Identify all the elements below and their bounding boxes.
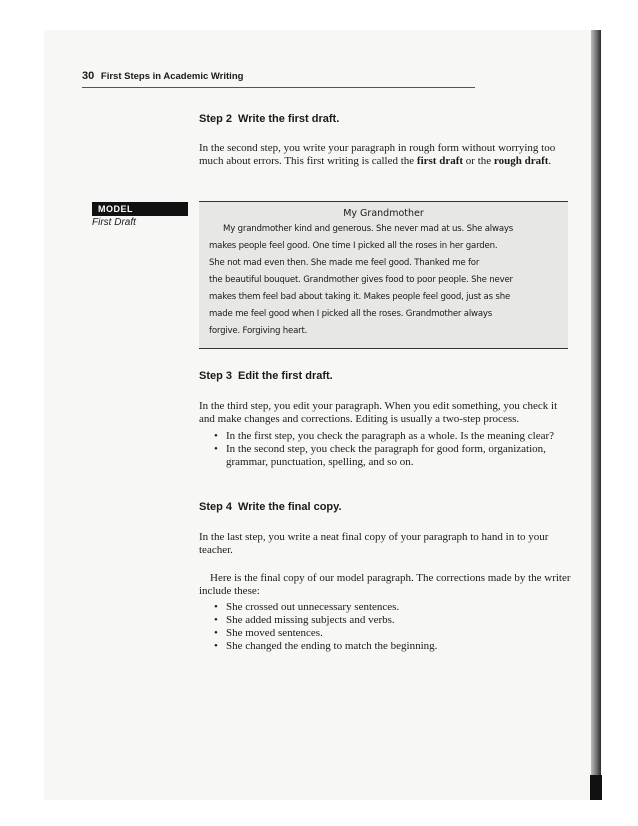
list-item bbox=[210, 627, 575, 640]
draft-line: makes people feel good. One time I picked all the roses in her garden. bbox=[209, 241, 498, 251]
list-item-text: She crossed out unnecessary sentences. bbox=[226, 601, 400, 613]
list-item bbox=[210, 430, 575, 443]
page-edge-shadow bbox=[591, 30, 601, 800]
step2-text-mid: or the bbox=[463, 155, 494, 167]
draft-line: the beautiful bouquet. Grandmother gives food to poor people. She never bbox=[209, 275, 513, 285]
step3-label: Step 3 bbox=[199, 370, 233, 382]
step3-bullet-list bbox=[210, 430, 575, 469]
step2-title: Write the first draft. bbox=[238, 113, 340, 125]
step4-bullet-list bbox=[210, 601, 575, 653]
bullet-icon: • bbox=[214, 627, 218, 639]
term-first-draft: first draft bbox=[416, 155, 464, 167]
list-item-text: She moved sentences. bbox=[226, 627, 323, 639]
model-subtitle: First Draft bbox=[92, 217, 136, 228]
draft-line: made me feel good when I picked all the roses. Grandmother always bbox=[209, 309, 493, 319]
term-rough-draft: rough draft bbox=[493, 155, 549, 167]
step2-heading bbox=[199, 113, 339, 125]
step4-label: Step 4 bbox=[199, 501, 233, 513]
list-item-text: She added missing subjects and verbs. bbox=[226, 614, 395, 626]
list-item-text: She changed the ending to match the beginning. bbox=[226, 640, 438, 652]
draft-line: forgive. Forgiving heart. bbox=[209, 326, 308, 336]
draft-line: She not mad even then. She made me feel good. Thanked me for bbox=[209, 258, 480, 268]
bullet-icon: • bbox=[214, 614, 218, 626]
bullet-icon: • bbox=[214, 443, 218, 455]
bullet-icon: • bbox=[214, 601, 218, 613]
running-head bbox=[82, 70, 243, 82]
step4-title: Write the final copy. bbox=[238, 501, 342, 513]
step2-text-end: . bbox=[548, 155, 552, 167]
step2-text: In the second step, you write your paragraph in rough form without worrying too much about errors. This first writing is called the bbox=[199, 142, 556, 167]
bullet-icon: • bbox=[214, 430, 218, 442]
step4-paragraph: In the last step, you write a neat final copy of your paragraph to hand in to your teacher. bbox=[199, 531, 549, 556]
draft-line: My grandmother kind and generous. She never mad at us. She always bbox=[223, 224, 514, 234]
step4-heading bbox=[199, 501, 342, 513]
list-item bbox=[210, 614, 575, 627]
step3-title: Edit the first draft. bbox=[238, 370, 333, 382]
step2-paragraph bbox=[199, 142, 575, 168]
step2-label: Step 2 bbox=[199, 113, 233, 125]
list-item bbox=[210, 640, 575, 653]
step3-paragraph: In the third step, you edit your paragraph. When you edit something, you check it and make changes and corrections. Editing is usually a two-step process. bbox=[199, 400, 558, 425]
list-item bbox=[210, 443, 575, 469]
draft-title: My Grandmother bbox=[343, 208, 424, 219]
draft-line: makes them feel bad about taking it. Makes people feel good, just as she bbox=[209, 292, 511, 302]
list-item bbox=[210, 601, 575, 614]
list-item-text: In the second step, you check the paragraph for good form, organization, grammar, punctuation, spelling, and so on. bbox=[226, 443, 546, 468]
first-draft-box bbox=[199, 201, 568, 349]
step4-paragraph-2: Here is the final copy of our model paragraph. The corrections made by the writer include these: bbox=[199, 572, 571, 597]
list-item-text: In the first step, you check the paragraph as a whole. Is the meaning clear? bbox=[226, 430, 555, 442]
header-rule bbox=[82, 87, 475, 88]
step3-heading bbox=[199, 370, 333, 382]
model-tag: MODEL bbox=[92, 202, 188, 216]
page-edge-corner bbox=[590, 775, 602, 800]
bullet-icon: • bbox=[214, 640, 218, 652]
page-number: 30 bbox=[82, 70, 95, 82]
book-title: First Steps in Academic Writing bbox=[100, 71, 244, 82]
